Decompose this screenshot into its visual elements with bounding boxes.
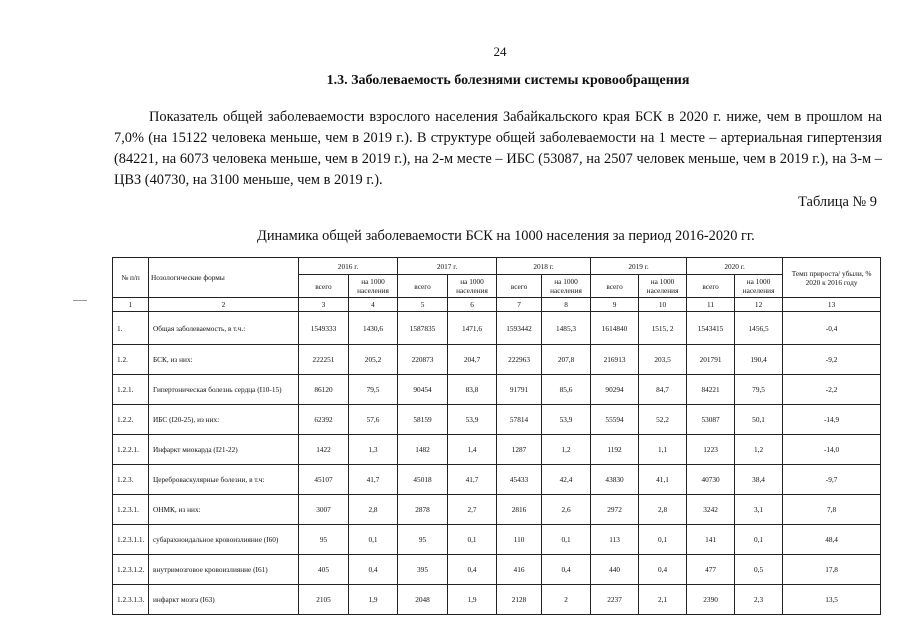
row-number-cell: 1. <box>113 312 149 345</box>
column-number-cell: 7 <box>497 298 542 312</box>
value-cell: 3242 <box>687 495 735 525</box>
value-cell: 204,7 <box>448 345 497 375</box>
value-cell: 41,7 <box>448 465 497 495</box>
row-number-cell: 1.2.3.1. <box>113 495 149 525</box>
value-cell: 2878 <box>398 495 448 525</box>
value-cell: -9,2 <box>783 345 881 375</box>
value-cell: 0,4 <box>448 555 497 585</box>
value-cell: -2,2 <box>783 375 881 405</box>
value-cell: 1485,3 <box>542 312 591 345</box>
value-cell: 48,4 <box>783 525 881 555</box>
column-number-cell: 6 <box>448 298 497 312</box>
value-cell: 0,1 <box>448 525 497 555</box>
value-cell: 205,2 <box>349 345 398 375</box>
value-cell: 1,2 <box>542 435 591 465</box>
column-number-cell: 3 <box>299 298 349 312</box>
header-per1000: на 1000 населения <box>735 275 783 298</box>
header-total: всего <box>497 275 542 298</box>
row-number-cell: 1.2.3.1.3. <box>113 585 149 615</box>
value-cell: 0,5 <box>735 555 783 585</box>
value-cell: 40730 <box>687 465 735 495</box>
header-per1000: на 1000 населения <box>639 275 687 298</box>
margin-mark <box>73 300 87 301</box>
value-cell: 1549333 <box>299 312 349 345</box>
value-cell: 79,5 <box>349 375 398 405</box>
header-per1000: на 1000 населения <box>448 275 497 298</box>
table-row <box>113 555 881 585</box>
row-number-cell: 1.2.2. <box>113 405 149 435</box>
value-cell: 2,1 <box>639 585 687 615</box>
value-cell: 0,4 <box>542 555 591 585</box>
value-cell: 1456,5 <box>735 312 783 345</box>
value-cell: 86120 <box>299 375 349 405</box>
header-per1000: на 1000 населения <box>542 275 591 298</box>
value-cell: 62392 <box>299 405 349 435</box>
value-cell: 1223 <box>687 435 735 465</box>
value-cell: 113 <box>591 525 639 555</box>
value-cell: 1593442 <box>497 312 542 345</box>
value-cell: 13,5 <box>783 585 881 615</box>
value-cell: 57,6 <box>349 405 398 435</box>
value-cell: 95 <box>299 525 349 555</box>
value-cell: 2,6 <box>542 495 591 525</box>
header-year: 2019 г. <box>591 258 687 275</box>
header-year: 2020 г. <box>687 258 783 275</box>
value-cell: 2390 <box>687 585 735 615</box>
value-cell: 222251 <box>299 345 349 375</box>
value-cell: 2237 <box>591 585 639 615</box>
row-number-cell: 1.2.3.1.1. <box>113 525 149 555</box>
value-cell: 3,1 <box>735 495 783 525</box>
value-cell: 440 <box>591 555 639 585</box>
value-cell: 201791 <box>687 345 735 375</box>
value-cell: 2816 <box>497 495 542 525</box>
value-cell: 2048 <box>398 585 448 615</box>
column-number-cell: 10 <box>639 298 687 312</box>
nosology-cell: внутримозговое кровоизлияние (I61) <box>149 555 299 585</box>
value-cell: 90454 <box>398 375 448 405</box>
table-label: Таблица № 9 <box>798 194 877 210</box>
value-cell: 41,7 <box>349 465 398 495</box>
value-cell: 79,5 <box>735 375 783 405</box>
nosology-cell: ОНМК, из них: <box>149 495 299 525</box>
value-cell: 1543415 <box>687 312 735 345</box>
value-cell: 43830 <box>591 465 639 495</box>
value-cell: 7,8 <box>783 495 881 525</box>
value-cell: 203,5 <box>639 345 687 375</box>
header-year: 2016 г. <box>299 258 398 275</box>
value-cell: 1422 <box>299 435 349 465</box>
header-total: всего <box>398 275 448 298</box>
value-cell: 2,7 <box>448 495 497 525</box>
header-total: всего <box>687 275 735 298</box>
value-cell: 141 <box>687 525 735 555</box>
table-row <box>113 375 881 405</box>
value-cell: 2,3 <box>735 585 783 615</box>
value-cell: 95 <box>398 525 448 555</box>
table-row <box>113 312 881 345</box>
header-total: всего <box>591 275 639 298</box>
value-cell: 50,1 <box>735 405 783 435</box>
value-cell: 1614840 <box>591 312 639 345</box>
value-cell: 1430,6 <box>349 312 398 345</box>
morbidity-table <box>112 257 881 615</box>
header-total: всего <box>299 275 349 298</box>
column-number-cell: 8 <box>542 298 591 312</box>
value-cell: 90294 <box>591 375 639 405</box>
nosology-cell: Гипертоническая болезнь сердца (I10-15) <box>149 375 299 405</box>
value-cell: 45018 <box>398 465 448 495</box>
value-cell: 1287 <box>497 435 542 465</box>
table-row <box>113 435 881 465</box>
value-cell: 0,1 <box>542 525 591 555</box>
value-cell: 38,4 <box>735 465 783 495</box>
value-cell: 2972 <box>591 495 639 525</box>
value-cell: 55594 <box>591 405 639 435</box>
column-number-cell: 11 <box>687 298 735 312</box>
value-cell: 190,4 <box>735 345 783 375</box>
value-cell: 0,4 <box>639 555 687 585</box>
nosology-cell: ИБС (I20-25), из них: <box>149 405 299 435</box>
value-cell: 2128 <box>497 585 542 615</box>
value-cell: 220873 <box>398 345 448 375</box>
value-cell: 53,9 <box>448 405 497 435</box>
header-row-years <box>113 258 881 275</box>
value-cell: 1,9 <box>448 585 497 615</box>
row-number-cell: 1.2. <box>113 345 149 375</box>
table-row <box>113 405 881 435</box>
value-cell: 45107 <box>299 465 349 495</box>
value-cell: 1,1 <box>639 435 687 465</box>
value-cell: 84,7 <box>639 375 687 405</box>
value-cell: 0,1 <box>349 525 398 555</box>
table-caption: Динамика общей заболеваемости БСК на 1000 населения за период 2016-2020 гг. <box>257 228 755 244</box>
value-cell: 222963 <box>497 345 542 375</box>
column-number-cell: 4 <box>349 298 398 312</box>
body-paragraph <box>114 107 882 191</box>
header-year: 2017 г. <box>398 258 497 275</box>
table-row <box>113 585 881 615</box>
value-cell: 85,6 <box>542 375 591 405</box>
value-cell: 58159 <box>398 405 448 435</box>
value-cell: 395 <box>398 555 448 585</box>
value-cell: 0,4 <box>349 555 398 585</box>
value-cell: 1,9 <box>349 585 398 615</box>
value-cell: 17,8 <box>783 555 881 585</box>
value-cell: 53,9 <box>542 405 591 435</box>
value-cell: 1192 <box>591 435 639 465</box>
value-cell: -9,7 <box>783 465 881 495</box>
nosology-cell: БСК, из них: <box>149 345 299 375</box>
value-cell: 57814 <box>497 405 542 435</box>
value-cell: 42,4 <box>542 465 591 495</box>
header-rate: Темп прироста/ убыли, % 2020 к 2016 году <box>783 258 881 298</box>
value-cell: 0,1 <box>735 525 783 555</box>
value-cell: -14,9 <box>783 405 881 435</box>
value-cell: 1,4 <box>448 435 497 465</box>
value-cell: 405 <box>299 555 349 585</box>
value-cell: 110 <box>497 525 542 555</box>
value-cell: 1,3 <box>349 435 398 465</box>
value-cell: -0,4 <box>783 312 881 345</box>
column-number-row <box>113 298 881 312</box>
value-cell: 1471,6 <box>448 312 497 345</box>
column-number-cell: 1 <box>113 298 149 312</box>
value-cell: 52,2 <box>639 405 687 435</box>
nosology-cell: Общая заболеваемость, в т.ч.: <box>149 312 299 345</box>
value-cell: 1482 <box>398 435 448 465</box>
column-number-cell: 5 <box>398 298 448 312</box>
page-number: 24 <box>493 44 507 59</box>
nosology-cell: субарахноидальное кровоизлияние (I60) <box>149 525 299 555</box>
value-cell: 1587835 <box>398 312 448 345</box>
section-title: 1.3. Заболеваемость болезнями системы кровообращения <box>326 73 690 88</box>
value-cell: 416 <box>497 555 542 585</box>
value-cell: 41,1 <box>639 465 687 495</box>
value-cell: 477 <box>687 555 735 585</box>
value-cell: 2 <box>542 585 591 615</box>
table-row <box>113 465 881 495</box>
value-cell: 91791 <box>497 375 542 405</box>
nosology-cell: Цереброваскулярные болезни, в т.ч: <box>149 465 299 495</box>
row-number-cell: 1.2.1. <box>113 375 149 405</box>
value-cell: 0,1 <box>639 525 687 555</box>
table-row <box>113 495 881 525</box>
value-cell: 1515, 2 <box>639 312 687 345</box>
nosology-cell: Инфаркт миокарда (I21-22) <box>149 435 299 465</box>
column-number-cell: 12 <box>735 298 783 312</box>
row-number-cell: 1.2.2.1. <box>113 435 149 465</box>
value-cell: 1,2 <box>735 435 783 465</box>
value-cell: 2105 <box>299 585 349 615</box>
header-forms: Нозологические формы <box>149 258 299 298</box>
value-cell: 45433 <box>497 465 542 495</box>
column-number-cell: 13 <box>783 298 881 312</box>
value-cell: 216913 <box>591 345 639 375</box>
column-number-cell: 2 <box>149 298 299 312</box>
value-cell: 2,8 <box>349 495 398 525</box>
header-num: № п/п <box>113 258 149 298</box>
column-number-cell: 9 <box>591 298 639 312</box>
row-number-cell: 1.2.3. <box>113 465 149 495</box>
paragraph-text: Показатель общей заболеваемости взрослого населения Забайкальского края БСК в 2020 г. ниже, чем в прошлом на 7,0% (на 15122 человека меньше, чем в 2019 г.). В структуре общей заболеваемости на 1 месте – артериальная гипертензия (84221, на 6073 человека меньше, чем в 2019 г.), на 2-м месте – ИБС (53087, на 2507 человек меньше, чем в 2019 г.), на 3-м – ЦВЗ (40730, на 3100 меньше, чем в 2019 г.). <box>114 109 882 188</box>
value-cell: 207,8 <box>542 345 591 375</box>
header-year: 2018 г. <box>497 258 591 275</box>
value-cell: 2,8 <box>639 495 687 525</box>
row-number-cell: 1.2.3.1.2. <box>113 555 149 585</box>
value-cell: -14,0 <box>783 435 881 465</box>
value-cell: 53087 <box>687 405 735 435</box>
value-cell: 83,8 <box>448 375 497 405</box>
header-per1000: на 1000 населения <box>349 275 398 298</box>
table-row <box>113 345 881 375</box>
value-cell: 84221 <box>687 375 735 405</box>
value-cell: 3007 <box>299 495 349 525</box>
nosology-cell: инфаркт мозга (I63) <box>149 585 299 615</box>
table-row <box>113 525 881 555</box>
